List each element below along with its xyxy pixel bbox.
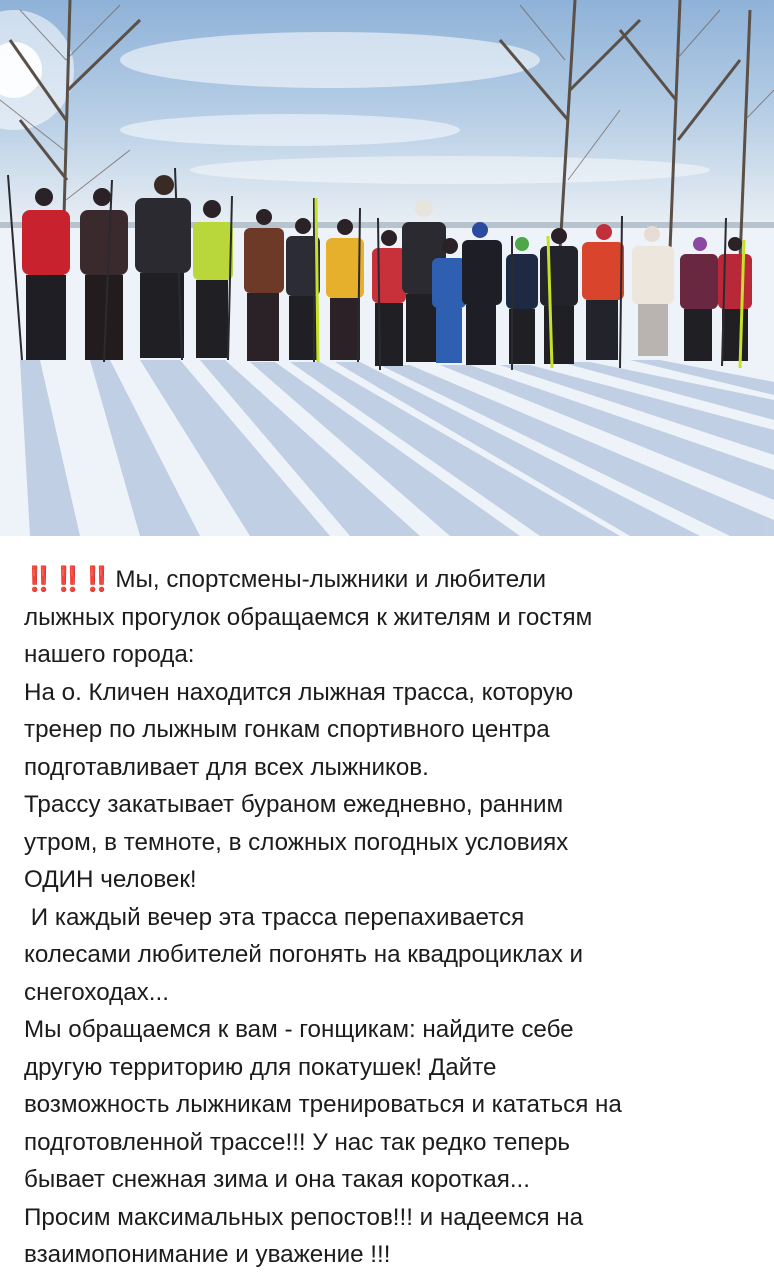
post-line-15: возможность лыжникам тренироваться и кататься на <box>24 1091 622 1118</box>
post-line-1: ‼️‼️‼️ Мы, спортсмены-лыжники и любители <box>24 566 546 593</box>
post-text <box>24 561 774 1274</box>
post-line-2: лыжных прогулок обращаемся к жителям и гостям <box>24 603 593 631</box>
post-line-11: колесами любителей погонять на квадроциклах и <box>24 941 584 968</box>
post-line-10: И каждый вечер эта трасса перепахивается <box>24 903 525 931</box>
post-line-4: На о. Кличен находится лыжная трасса, которую <box>24 678 574 706</box>
post-line-19: взаимопонимание и уважение !!! <box>24 1241 391 1268</box>
double-exclamation-icon: ‼️‼️‼️ <box>24 566 112 593</box>
post-line-7: Трассу закатывает бураном ежедневно, ранним <box>24 791 564 818</box>
post-line-8: утром, в темноте, в сложных погодных условиях <box>24 828 569 856</box>
post-line-13: Мы обращаемся к вам - гонщикам: найдите себе <box>24 1016 574 1043</box>
post-line-9: ОДИН человек! <box>24 866 197 893</box>
post-line-12: снегоходах... <box>24 978 169 1006</box>
post-body <box>0 536 774 1280</box>
post-line-18: Просим максимальных репостов!!! и надеемся на <box>24 1203 584 1231</box>
post-line-3: нашего города: <box>24 641 195 668</box>
post-line-5: тренер по лыжным гонкам спортивного центра <box>24 716 550 743</box>
post-photo <box>0 0 774 536</box>
post-line-16: подготовленной трассе!!! У нас так редко теперь <box>24 1128 571 1156</box>
post-line-14: другую территорию для покатушек! Дайте <box>24 1053 497 1081</box>
post-line-17: бывает снежная зима и она такая короткая... <box>24 1166 530 1193</box>
post-line-6: подготавливает для всех лыжников. <box>24 753 429 781</box>
